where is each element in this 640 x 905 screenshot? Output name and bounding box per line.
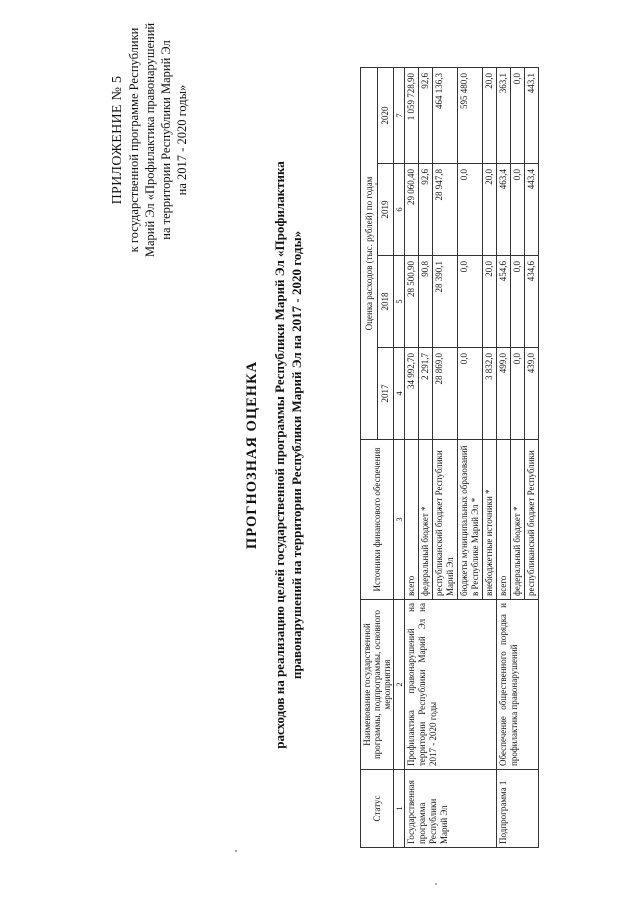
value-cell: 92,6 [419,67,433,163]
value-cell: 28 947,8 [433,164,458,256]
header-year: 2019 [377,164,394,256]
program-name: Профилактика правонарушений на территории Республики Марий Эл на 2017 - 2020 годы [405,600,497,770]
value-cell: 90,8 [419,256,433,348]
header-estimate: Оценка расходов (тыс. рублей) по годам [361,67,378,439]
value-cell: 0,0 [511,164,525,256]
value-cell: 1 059 728,90 [405,67,419,163]
table-row [405,67,419,847]
value-cell: 595 480,0 [458,67,483,163]
appendix-title: ПРИЛОЖЕНИЕ № 5 [110,75,125,205]
funding-source: внебюджетные источники * [483,440,497,600]
column-number: 5 [394,256,405,348]
column-number: 7 [394,67,405,163]
value-cell: 454,6 [497,256,511,348]
value-cell: 0,0 [511,348,525,440]
value-cell: 0,0 [511,256,525,348]
appendix-line: Марий Эл «Профилактика правонарушений [143,22,157,258]
value-cell: 34 992,70 [405,348,419,440]
value-cell: 363,1 [497,67,511,163]
funding-source: федеральный бюджет * [419,440,433,600]
header-year: 2018 [377,256,394,348]
value-cell: 2 291,7 [419,348,433,440]
funding-source: республиканский бюджет Республики Марий Эл [433,440,458,600]
subprogram-name: Обеспечение общественного порядка и профилактика правонарушений [497,600,539,770]
funding-source: федеральный бюджет * [511,440,525,600]
value-cell: 464 136,3 [433,67,458,163]
value-cell: 92,6 [419,164,433,256]
appendix-line: на 2017 - 2020 годы» [175,84,189,196]
scan-speck [235,850,237,852]
column-number: 2 [394,600,405,770]
column-number: 1 [394,770,405,848]
funding-source: всего [405,440,419,600]
value-cell: 443,4 [525,164,539,256]
header-name: Наименование государственной программы, подпрограммы, основного мероприятия [361,600,394,770]
value-cell: 28 500,90 [405,256,419,348]
value-cell: 28 869,0 [433,348,458,440]
value-cell: 20,0 [483,67,497,163]
appendix-line: к государственной программе Республики [127,27,141,253]
header-status: Статус [361,770,394,848]
value-cell: 499,0 [497,348,511,440]
funding-estimate-table [360,67,539,848]
value-cell: 443,1 [525,67,539,163]
value-cell: 29 060,40 [405,164,419,256]
subprogram-status: Подпрограмма 1 [497,770,539,848]
document-title: ПРОГНОЗНАЯ ОЦЕНКА [244,360,260,550]
funding-source: республиканский бюджет Республики [525,440,539,600]
funding-source: всего [497,440,511,600]
program-status: Государственная программа Республики Марий Эл [405,770,497,848]
value-cell: 20,0 [483,164,497,256]
value-cell: 439,0 [525,348,539,440]
column-number: 6 [394,164,405,256]
subtitle-line-2: правонарушений на территории Республики Марий Эл на 2017 - 2020 годы» [289,230,304,680]
header-source: Источники финансового обеспечения [361,440,394,600]
value-cell: 0,0 [458,256,483,348]
value-cell: 0,0 [458,348,483,440]
appendix-header [110,20,190,260]
header-year: 2017 [377,348,394,440]
table-row [497,67,511,847]
value-cell: 463,4 [497,164,511,256]
column-number: 4 [394,348,405,440]
scan-speck [435,883,437,885]
value-cell: 0,0 [511,67,525,163]
value-cell: 3 832,0 [483,348,497,440]
value-cell: 0,0 [458,164,483,256]
funding-source: бюджеты муниципальных образований в Республике Марий Эл * [458,440,483,600]
subtitle-line-1: расходов на реализацию целей государственной программы Республики Марий Эл «Профилактика [272,161,287,749]
value-cell: 28 390,1 [433,256,458,348]
header-year: 2020 [377,67,394,163]
value-cell: 20,0 [483,256,497,348]
column-number: 3 [394,440,405,600]
value-cell: 434,6 [525,256,539,348]
document-subtitle [271,65,305,845]
appendix-line: на территории Республики Марий Эл [159,40,173,240]
